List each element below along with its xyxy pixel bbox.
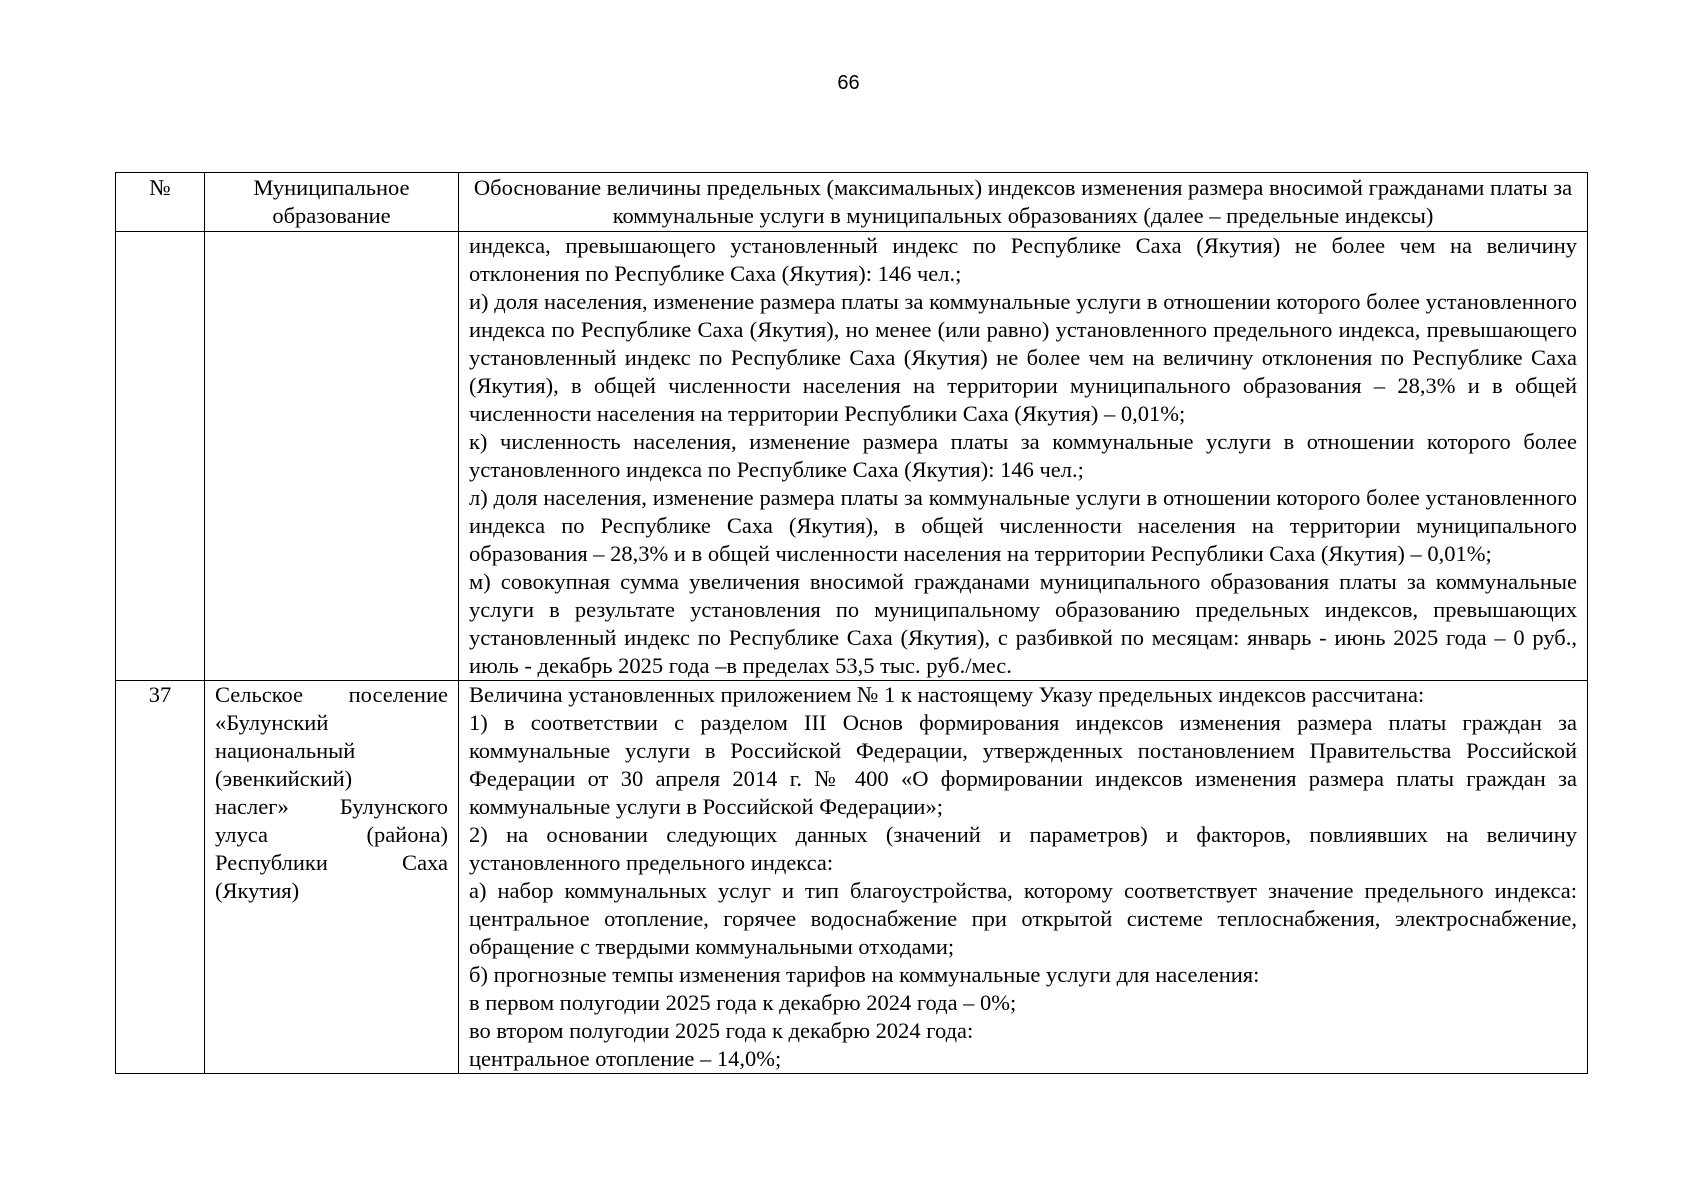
paragraph: в первом полугодии 2025 года к декабрю 2024 года – 0%; <box>469 990 1017 1015</box>
paragraph: центральное отопление – 14,0%; <box>469 1046 782 1071</box>
row-municipality <box>205 681 459 1074</box>
table-row <box>116 232 1588 681</box>
justification-table <box>115 172 1588 1074</box>
paragraph: а) набор коммунальных услуг и тип благоустройства, которому соответствует значение предельного индекса: центральное отопление, горячее водоснабжение при открытой системе теплоснабжения, электроснабжение, обращение с твердыми коммунальными отходами; <box>469 878 1577 959</box>
table-header-row <box>116 173 1588 232</box>
paragraph: индекса, превышающего установленный индекс по Республике Саха (Якутия) не более чем на величину отклонения по Республике Саха (Якутия): 146 чел.; <box>469 233 1577 286</box>
paragraph: м) совокупная сумма увеличения вносимой гражданами муниципального образования платы за коммунальные услуги в результате установления по муниципальному образованию предельных индексов, превышающих установленный индекс по Республике Саха (Якутия), с разбивкой по месяцам: январь - июнь 2025 года – 0 руб., июль - декабрь 2025 года –в пределах 53,5 тыс. руб./мес. <box>469 569 1577 678</box>
paragraph: 2) на основании следующих данных (значений и параметров) и факторов, повлиявших на величину установленного предельного индекса: <box>469 822 1577 875</box>
paragraph: и) доля населения, изменение размера платы за коммунальные услуги в отношении которого более установленного индекса по Республике Саха (Якутия), но менее (или равно) установленного предельного индекса, превышающего установленный индекс по Республике Саха (Якутия) не более чем на величину отклонения по Республике Саха (Якутия), в общей численности населения на территории муниципального образования – 28,3% и в общей численности населения на территории Республики Саха (Якутия) – 0,01%; <box>469 289 1577 426</box>
paragraph: Величина установленных приложением № 1 к настоящему Указу предельных индексов рассчитана: <box>469 682 1425 707</box>
row-justification <box>459 681 1588 1074</box>
header-justification: Обоснование величины предельных (максимальных) индексов изменения размера вносимой гражданами платы за коммунальные услуги в муниципальных образованиях (далее – предельные индексы) <box>459 173 1588 232</box>
municipality-line: наслег» Булунского <box>215 794 448 819</box>
row-justification <box>459 232 1588 681</box>
paragraph: 1) в соответствии с разделом III Основ формирования индексов изменения размера платы граждан за коммунальные услуги в Российской Федерации, утвержденных постановлением Правительства Российской Федерации от 30 апреля 2014 г. № 400 «О формировании индексов изменения размера платы граждан за коммунальные услуги в Российской Федерации»; <box>469 710 1577 819</box>
page-number: 66 <box>837 72 860 94</box>
paragraph: л) доля населения, изменение размера платы за коммунальные услуги в отношении которого более установленного индекса по Республике Саха (Якутия), в общей численности населения на территории муниципального образования – 28,3% и в общей численности населения на территории Республики Саха (Якутия) – 0,01%; <box>469 485 1577 566</box>
header-num: № <box>116 173 205 232</box>
municipality-line: (Якутия) <box>215 878 300 903</box>
municipality-line: национальный <box>215 738 356 763</box>
paragraph: к) численность населения, изменение размера платы за коммунальные услуги в отношении которого более установленного индекса по Республике Саха (Якутия): 146 чел.; <box>469 429 1577 482</box>
municipality-line: Сельское поселение <box>215 682 448 707</box>
table-row <box>116 681 1588 1074</box>
row-num <box>116 232 205 681</box>
paragraph: б) прогнозные темпы изменения тарифов на коммунальные услуги для населения: <box>469 962 1260 987</box>
header-municipality: Муниципальное образование <box>205 173 459 232</box>
municipality-line: (эвенкийский) <box>215 766 353 791</box>
municipality-line: улуса (района) <box>215 822 448 847</box>
row-num: 37 <box>116 681 205 1074</box>
row-municipality <box>205 232 459 681</box>
municipality-line: Республики Саха <box>215 850 448 875</box>
municipality-line: «Булунский <box>215 710 329 735</box>
paragraph: во втором полугодии 2025 года к декабрю 2024 года: <box>469 1018 974 1043</box>
